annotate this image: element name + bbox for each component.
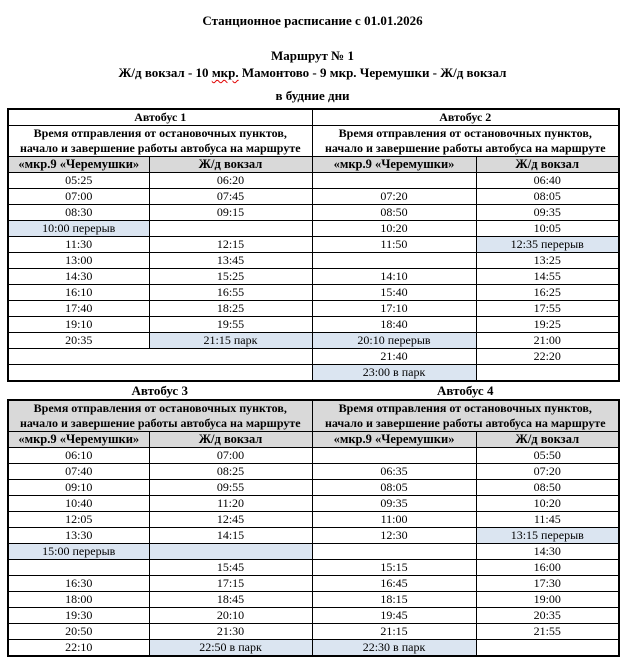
time-cell: 12:05 — [8, 512, 149, 528]
time-cell: 07:45 — [149, 189, 312, 205]
time-cell: 20:35 — [8, 333, 149, 349]
schedule-table-bus1-bus2 — [7, 108, 620, 382]
time-row — [8, 560, 619, 576]
time-cell — [312, 448, 476, 464]
time-cell: 08:50 — [312, 205, 476, 221]
time-cell: 22:10 — [8, 640, 149, 657]
time-cell: 21:55 — [476, 624, 619, 640]
time-cell: 21:30 — [149, 624, 312, 640]
time-cell: 07:00 — [8, 189, 149, 205]
time-cell: 21:40 — [312, 349, 476, 365]
time-row — [8, 624, 619, 640]
bus1-col-station: Ж/д вокзал — [149, 157, 312, 173]
subheader-row — [8, 126, 619, 157]
bus4-title: Автобус 4 — [437, 383, 494, 398]
route-title: Маршрут № 1 — [271, 48, 354, 63]
break-cell: 23:00 в парк — [312, 365, 476, 382]
time-cell: 08:25 — [149, 464, 312, 480]
time-row — [8, 496, 619, 512]
bus2-col-station: Ж/д вокзал — [476, 157, 619, 173]
subheader-line2: начало и завершение работы автобуса на маршруте — [19, 141, 301, 155]
time-cell: 07:00 — [149, 448, 312, 464]
time-cell: 19:30 — [8, 608, 149, 624]
time-cell: 19:00 — [476, 592, 619, 608]
time-cell: 19:45 — [312, 608, 476, 624]
time-row — [8, 173, 619, 189]
time-cell — [8, 560, 149, 576]
time-cell: 17:15 — [149, 576, 312, 592]
bus3-col-station: Ж/д вокзал — [149, 432, 312, 448]
time-cell: 09:35 — [476, 205, 619, 221]
time-row — [8, 237, 619, 253]
time-cell: 20:50 — [8, 624, 149, 640]
subheader-line1: Время отправления от остановочных пунктов, — [338, 126, 592, 140]
bus3-subheader — [8, 400, 312, 432]
time-cell: 07:20 — [476, 464, 619, 480]
break-cell — [149, 544, 312, 560]
time-cell: 06:35 — [312, 464, 476, 480]
time-cell: 17:10 — [312, 301, 476, 317]
route-text-misspelled-word: мкр. — [211, 65, 239, 80]
time-cell: 15:25 — [149, 269, 312, 285]
time-cell: 18:25 — [149, 301, 312, 317]
bus-title-row — [8, 109, 619, 126]
route-text-prefix: Ж/д вокзал - 10 — [118, 65, 212, 80]
time-cell: 19:25 — [476, 317, 619, 333]
time-row — [8, 269, 619, 285]
time-row — [8, 592, 619, 608]
subheader-line2: начало и завершение работы автобуса на маршруте — [324, 141, 606, 155]
time-cell: 14:15 — [149, 528, 312, 544]
time-cell: 09:55 — [149, 480, 312, 496]
subheader-row — [8, 400, 619, 432]
time-row — [8, 464, 619, 480]
time-cell: 17:40 — [8, 301, 149, 317]
break-cell: 22:50 в парк — [149, 640, 312, 657]
bus2-title: Автобус 2 — [312, 109, 619, 126]
time-cell: 16:30 — [8, 576, 149, 592]
time-row — [8, 480, 619, 496]
time-cell: 07:40 — [8, 464, 149, 480]
time-cell: 08:30 — [8, 205, 149, 221]
time-cell: 08:05 — [312, 480, 476, 496]
time-cell: 13:25 — [476, 253, 619, 269]
time-cell: 11:00 — [312, 512, 476, 528]
time-cell: 14:55 — [476, 269, 619, 285]
time-cell — [312, 544, 476, 560]
bus3-title: Автобус 3 — [131, 383, 188, 398]
time-cell: 15:45 — [149, 560, 312, 576]
time-cell: 12:15 — [149, 237, 312, 253]
bus2-col-cheremushki: «мкр.9 «Черемушки» — [312, 157, 476, 173]
time-cell: 05:25 — [8, 173, 149, 189]
bus3-col-cheremushki: «мкр.9 «Черемушки» — [8, 432, 149, 448]
page-title: Станционное расписание с 01.01.2026 — [202, 13, 423, 28]
time-cell: 12:45 — [149, 512, 312, 528]
time-cell — [149, 221, 312, 237]
time-row — [8, 365, 619, 382]
time-cell: 09:15 — [149, 205, 312, 221]
time-cell: 12:30 — [312, 528, 476, 544]
time-row — [8, 253, 619, 269]
time-cell: 21:00 — [476, 333, 619, 349]
time-cell: 22:20 — [476, 349, 619, 365]
time-cell: 11:50 — [312, 237, 476, 253]
time-cell: 19:10 — [8, 317, 149, 333]
column-header-row — [8, 432, 619, 448]
time-row — [8, 512, 619, 528]
subheader-line1: Время отправления от остановочных пунктов, — [33, 126, 287, 140]
time-row — [8, 301, 619, 317]
time-cell: 18:15 — [312, 592, 476, 608]
bus4-col-station: Ж/д вокзал — [476, 432, 619, 448]
time-row — [8, 205, 619, 221]
time-row — [8, 528, 619, 544]
time-cell: 13:30 — [8, 528, 149, 544]
time-row — [8, 448, 619, 464]
time-cell: 14:30 — [8, 269, 149, 285]
break-cell: 15:00 перерыв — [8, 544, 149, 560]
time-cell: 16:45 — [312, 576, 476, 592]
time-cell: 10:05 — [476, 221, 619, 237]
bus4-col-cheremushki: «мкр.9 «Черемушки» — [312, 432, 476, 448]
break-cell: 13:15 перерыв — [476, 528, 619, 544]
bus4-subheader — [312, 400, 619, 432]
time-cell: 09:10 — [8, 480, 149, 496]
weekdays-label: в будние дни — [275, 88, 350, 103]
time-cell: 16:10 — [8, 285, 149, 301]
time-cell: 15:40 — [312, 285, 476, 301]
time-cell: 14:30 — [476, 544, 619, 560]
time-cell: 14:10 — [312, 269, 476, 285]
time-row — [8, 608, 619, 624]
time-cell: 07:20 — [312, 189, 476, 205]
time-cell: 05:50 — [476, 448, 619, 464]
time-cell — [312, 173, 476, 189]
time-cell: 18:40 — [312, 317, 476, 333]
break-cell: 10:00 перерыв — [8, 221, 149, 237]
time-cell: 16:55 — [149, 285, 312, 301]
break-cell: 12:35 перерыв — [476, 237, 619, 253]
column-header-row — [8, 157, 619, 173]
bus1-subheader — [8, 126, 312, 157]
break-cell: 20:10 перерыв — [312, 333, 476, 349]
subheader-line1: Время отправления от остановочных пунктов, — [33, 401, 287, 415]
time-cell: 09:35 — [312, 496, 476, 512]
time-row — [8, 576, 619, 592]
time-cell: 13:45 — [149, 253, 312, 269]
time-cell: 06:40 — [476, 173, 619, 189]
time-cell: 08:05 — [476, 189, 619, 205]
time-row — [8, 285, 619, 301]
time-cell: 10:20 — [312, 221, 476, 237]
empty-merged-cell — [8, 365, 312, 382]
break-cell: 22:30 в парк — [312, 640, 476, 657]
subheader-line2: начало и завершение работы автобуса на маршруте — [324, 416, 606, 430]
time-cell: 06:10 — [8, 448, 149, 464]
bus1-title: Автобус 1 — [8, 109, 312, 126]
time-cell: 13:00 — [8, 253, 149, 269]
time-cell — [476, 640, 619, 657]
schedule-table-bus3-bus4 — [7, 399, 620, 657]
time-cell: 21:15 — [312, 624, 476, 640]
time-cell: 10:40 — [8, 496, 149, 512]
subheader-line1: Время отправления от остановочных пунктов, — [338, 401, 592, 415]
time-cell: 10:20 — [476, 496, 619, 512]
time-cell: 16:25 — [476, 285, 619, 301]
time-cell: 11:45 — [476, 512, 619, 528]
time-row — [8, 333, 619, 349]
time-cell: 20:35 — [476, 608, 619, 624]
break-cell: 21:15 парк — [149, 333, 312, 349]
time-row — [8, 544, 619, 560]
time-cell: 17:55 — [476, 301, 619, 317]
time-cell: 16:00 — [476, 560, 619, 576]
route-text-suffix: Мамонтово - 9 мкр. Черемушки - Ж/д вокзал — [238, 65, 507, 80]
time-row — [8, 640, 619, 657]
time-row — [8, 221, 619, 237]
time-cell: 18:00 — [8, 592, 149, 608]
time-row — [8, 317, 619, 333]
time-cell: 11:30 — [8, 237, 149, 253]
time-cell: 15:15 — [312, 560, 476, 576]
route-description — [7, 65, 618, 81]
time-cell: 19:55 — [149, 317, 312, 333]
time-cell: 17:30 — [476, 576, 619, 592]
time-cell — [476, 365, 619, 382]
time-cell — [312, 253, 476, 269]
time-cell: 18:45 — [149, 592, 312, 608]
time-row — [8, 189, 619, 205]
bus2-subheader — [312, 126, 619, 157]
empty-merged-cell — [8, 349, 312, 365]
bus1-col-cheremushki: «мкр.9 «Черемушки» — [8, 157, 149, 173]
time-cell: 08:50 — [476, 480, 619, 496]
time-cell: 06:20 — [149, 173, 312, 189]
time-cell: 20:10 — [149, 608, 312, 624]
time-row — [8, 349, 619, 365]
subheader-line2: начало и завершение работы автобуса на маршруте — [19, 416, 301, 430]
bottom-bus-titles — [7, 383, 618, 399]
time-cell: 11:20 — [149, 496, 312, 512]
